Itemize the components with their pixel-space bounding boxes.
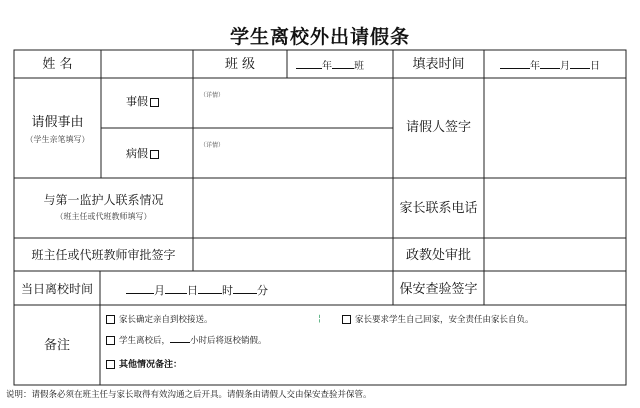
applicant-sign-label: 请假人签字	[405, 120, 471, 135]
sick-leave-checkbox[interactable]	[150, 150, 159, 159]
teacher-sign-label: 班主任或代班教师审批签字	[31, 248, 176, 262]
date-year: 年	[530, 61, 540, 72]
teacher-sign-field[interactable]	[197, 242, 389, 267]
parent-phone-field[interactable]	[488, 182, 622, 234]
leave-minute: 分	[257, 284, 268, 297]
reason-label: 请假事由	[31, 115, 84, 130]
remark-option-parent-pickup[interactable]	[104, 315, 213, 325]
leave-hour: 时	[222, 284, 233, 297]
leave-time-field[interactable]	[126, 283, 268, 296]
sick-leave-option[interactable]	[126, 148, 163, 159]
personal-leave-checkbox[interactable]	[150, 98, 159, 107]
guardian-contact-field[interactable]	[197, 182, 389, 234]
class-suffix: 班	[354, 61, 364, 72]
guardian-contact-label: 与第一监护人联系情况	[43, 193, 164, 207]
return-time-pre: 学生离校后，	[119, 336, 171, 346]
parent-phone-label: 家长联系电话	[399, 201, 478, 216]
date-month: 月	[560, 61, 570, 72]
personal-leave-option[interactable]	[126, 96, 163, 107]
return-time-post: 小时后将返校销假。	[190, 336, 267, 346]
leave-month: 月	[154, 284, 165, 297]
remark-option-self-return[interactable]	[340, 315, 534, 325]
office-approval-field[interactable]	[488, 242, 622, 267]
parent-pickup-text: 家长确定亲自到校接送。	[119, 315, 213, 325]
remark-option-other[interactable]	[104, 360, 182, 370]
return-time-checkbox[interactable]	[106, 336, 115, 345]
form-title: 学生离校外出请假条	[229, 26, 410, 48]
year-suffix: 年	[322, 61, 332, 72]
leave-time-label: 当日离校时间	[20, 282, 93, 296]
sick-leave-label: 病假	[126, 147, 148, 160]
other-checkbox[interactable]	[106, 360, 115, 369]
guardian-contact-sub: （班主任或代班教师填写）	[55, 212, 152, 221]
personal-leave-hint: （详情）	[200, 92, 225, 99]
name-label: 姓 名	[42, 57, 73, 72]
fill-time-label: 填表时间	[412, 57, 465, 72]
fill-date-field[interactable]	[500, 58, 600, 72]
self-return-text: 家长要求学生自己回家，安全责任由家长自负。	[355, 315, 534, 325]
date-day: 日	[590, 61, 600, 72]
applicant-sign-field[interactable]	[488, 82, 622, 174]
remarks-label: 备注	[43, 338, 70, 353]
security-sign-label: 保安查验签字	[399, 282, 478, 297]
remark-option-return-time[interactable]	[104, 334, 267, 346]
footnote: 说明：请假条必须在班主任与家长取得有效沟通之后开具。请假条由请假人交由保安查验并保管。	[6, 390, 372, 400]
name-field[interactable]	[104, 56, 190, 74]
sick-leave-hint: （详情）	[200, 142, 225, 149]
other-text: 其他情况备注：	[119, 360, 183, 370]
office-approval-label: 政教处审批	[405, 248, 471, 263]
self-return-checkbox[interactable]	[342, 315, 351, 324]
security-sign-field[interactable]	[488, 275, 622, 301]
parent-pickup-checkbox[interactable]	[106, 315, 115, 324]
personal-leave-label: 事假	[126, 95, 148, 108]
class-field[interactable]	[296, 58, 364, 72]
leave-day: 日	[187, 284, 198, 297]
reason-sub: （学生亲笔填写）	[25, 135, 90, 144]
class-label: 班 级	[224, 57, 256, 72]
dash-mark: ¦	[318, 314, 322, 324]
